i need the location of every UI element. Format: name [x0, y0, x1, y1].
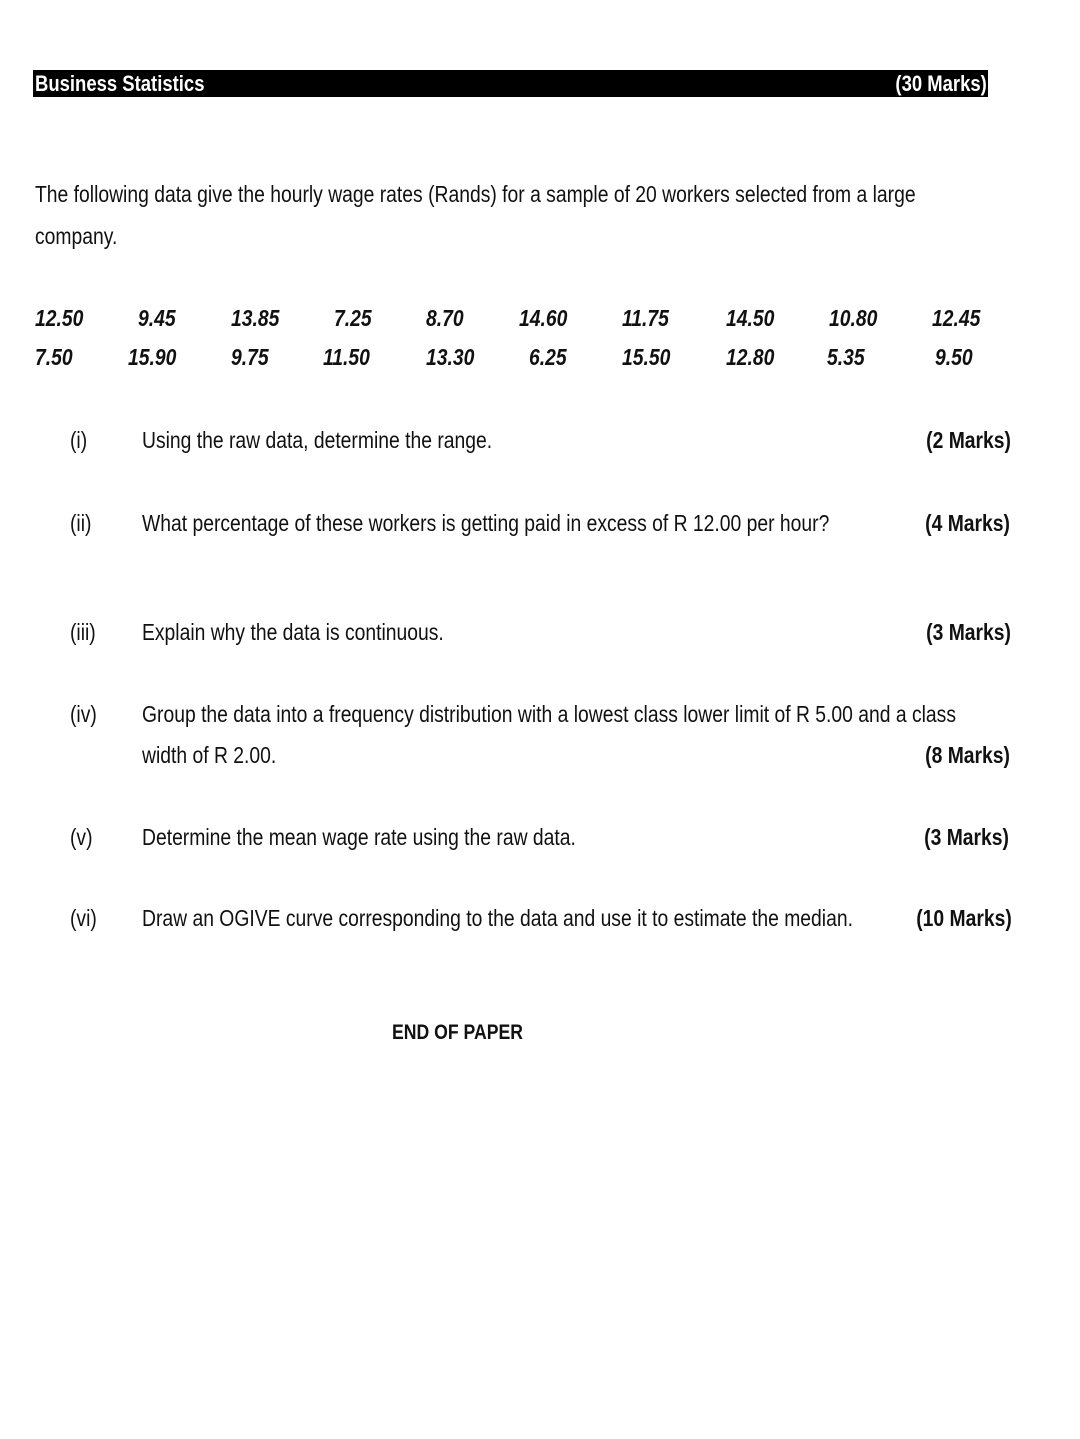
data-cell: 10.80 [829, 305, 878, 331]
question-marks: (10 Marks) [916, 905, 1012, 931]
data-cell: 12.50 [35, 305, 84, 331]
question-marks: (8 Marks) [925, 742, 1010, 768]
question-text: Explain why the data is continuous. [142, 619, 444, 645]
data-cell: 12.80 [726, 344, 775, 370]
question-marks: (4 Marks) [925, 510, 1010, 536]
question-number: (v) [70, 824, 93, 850]
end-of-paper: END OF PAPER [392, 1021, 524, 1044]
data-cell: 9.75 [231, 344, 269, 370]
data-cell: 6.25 [529, 344, 567, 370]
question-text: Using the raw data, determine the range. [142, 427, 493, 453]
data-cell: 11.75 [622, 305, 669, 331]
question-marks: (2 Marks) [926, 427, 1011, 453]
data-cell: 13.85 [231, 305, 280, 331]
section-title: Business Statistics [35, 71, 205, 96]
data-cell: 7.50 [35, 344, 73, 370]
data-cell: 14.60 [519, 305, 568, 331]
question-number: (iii) [70, 619, 96, 645]
question-marks: (3 Marks) [924, 824, 1009, 850]
section-marks: (30 Marks) [895, 71, 987, 96]
data-cell: 5.35 [827, 344, 865, 370]
question-marks: (3 Marks) [926, 619, 1011, 645]
data-cell: 14.50 [726, 305, 775, 331]
question-text: Draw an OGIVE curve corresponding to the data and use it to estimate the median. [142, 905, 853, 931]
data-cell: 11.50 [323, 344, 370, 370]
intro-text: The following data give the hourly wage rates (Rands) for a sample of 20 workers selected from a large [35, 181, 916, 207]
question-number: (vi) [70, 905, 97, 931]
question-text: Determine the mean wage rate using the raw data. [142, 824, 576, 850]
question-text: What percentage of these workers is getting paid in excess of R 12.00 per hour? [142, 510, 830, 536]
data-cell: 13.30 [426, 344, 475, 370]
data-cell: 15.50 [622, 344, 671, 370]
question-number: (i) [70, 427, 88, 453]
question-text: Group the data into a frequency distribution with a lowest class lower limit of R 5.00 and a class [142, 701, 956, 727]
data-cell: 8.70 [426, 305, 464, 331]
question-number: (ii) [70, 510, 92, 536]
data-cell: 9.50 [935, 344, 973, 370]
question-text-cont: width of R 2.00. [142, 742, 277, 768]
data-cell: 15.90 [128, 344, 177, 370]
data-cell: 7.25 [334, 305, 372, 331]
intro-text-cont: company. [35, 223, 118, 249]
question-number: (iv) [70, 701, 97, 727]
data-cell: 9.45 [138, 305, 176, 331]
section-header-bar [33, 70, 988, 97]
data-cell: 12.45 [932, 305, 981, 331]
